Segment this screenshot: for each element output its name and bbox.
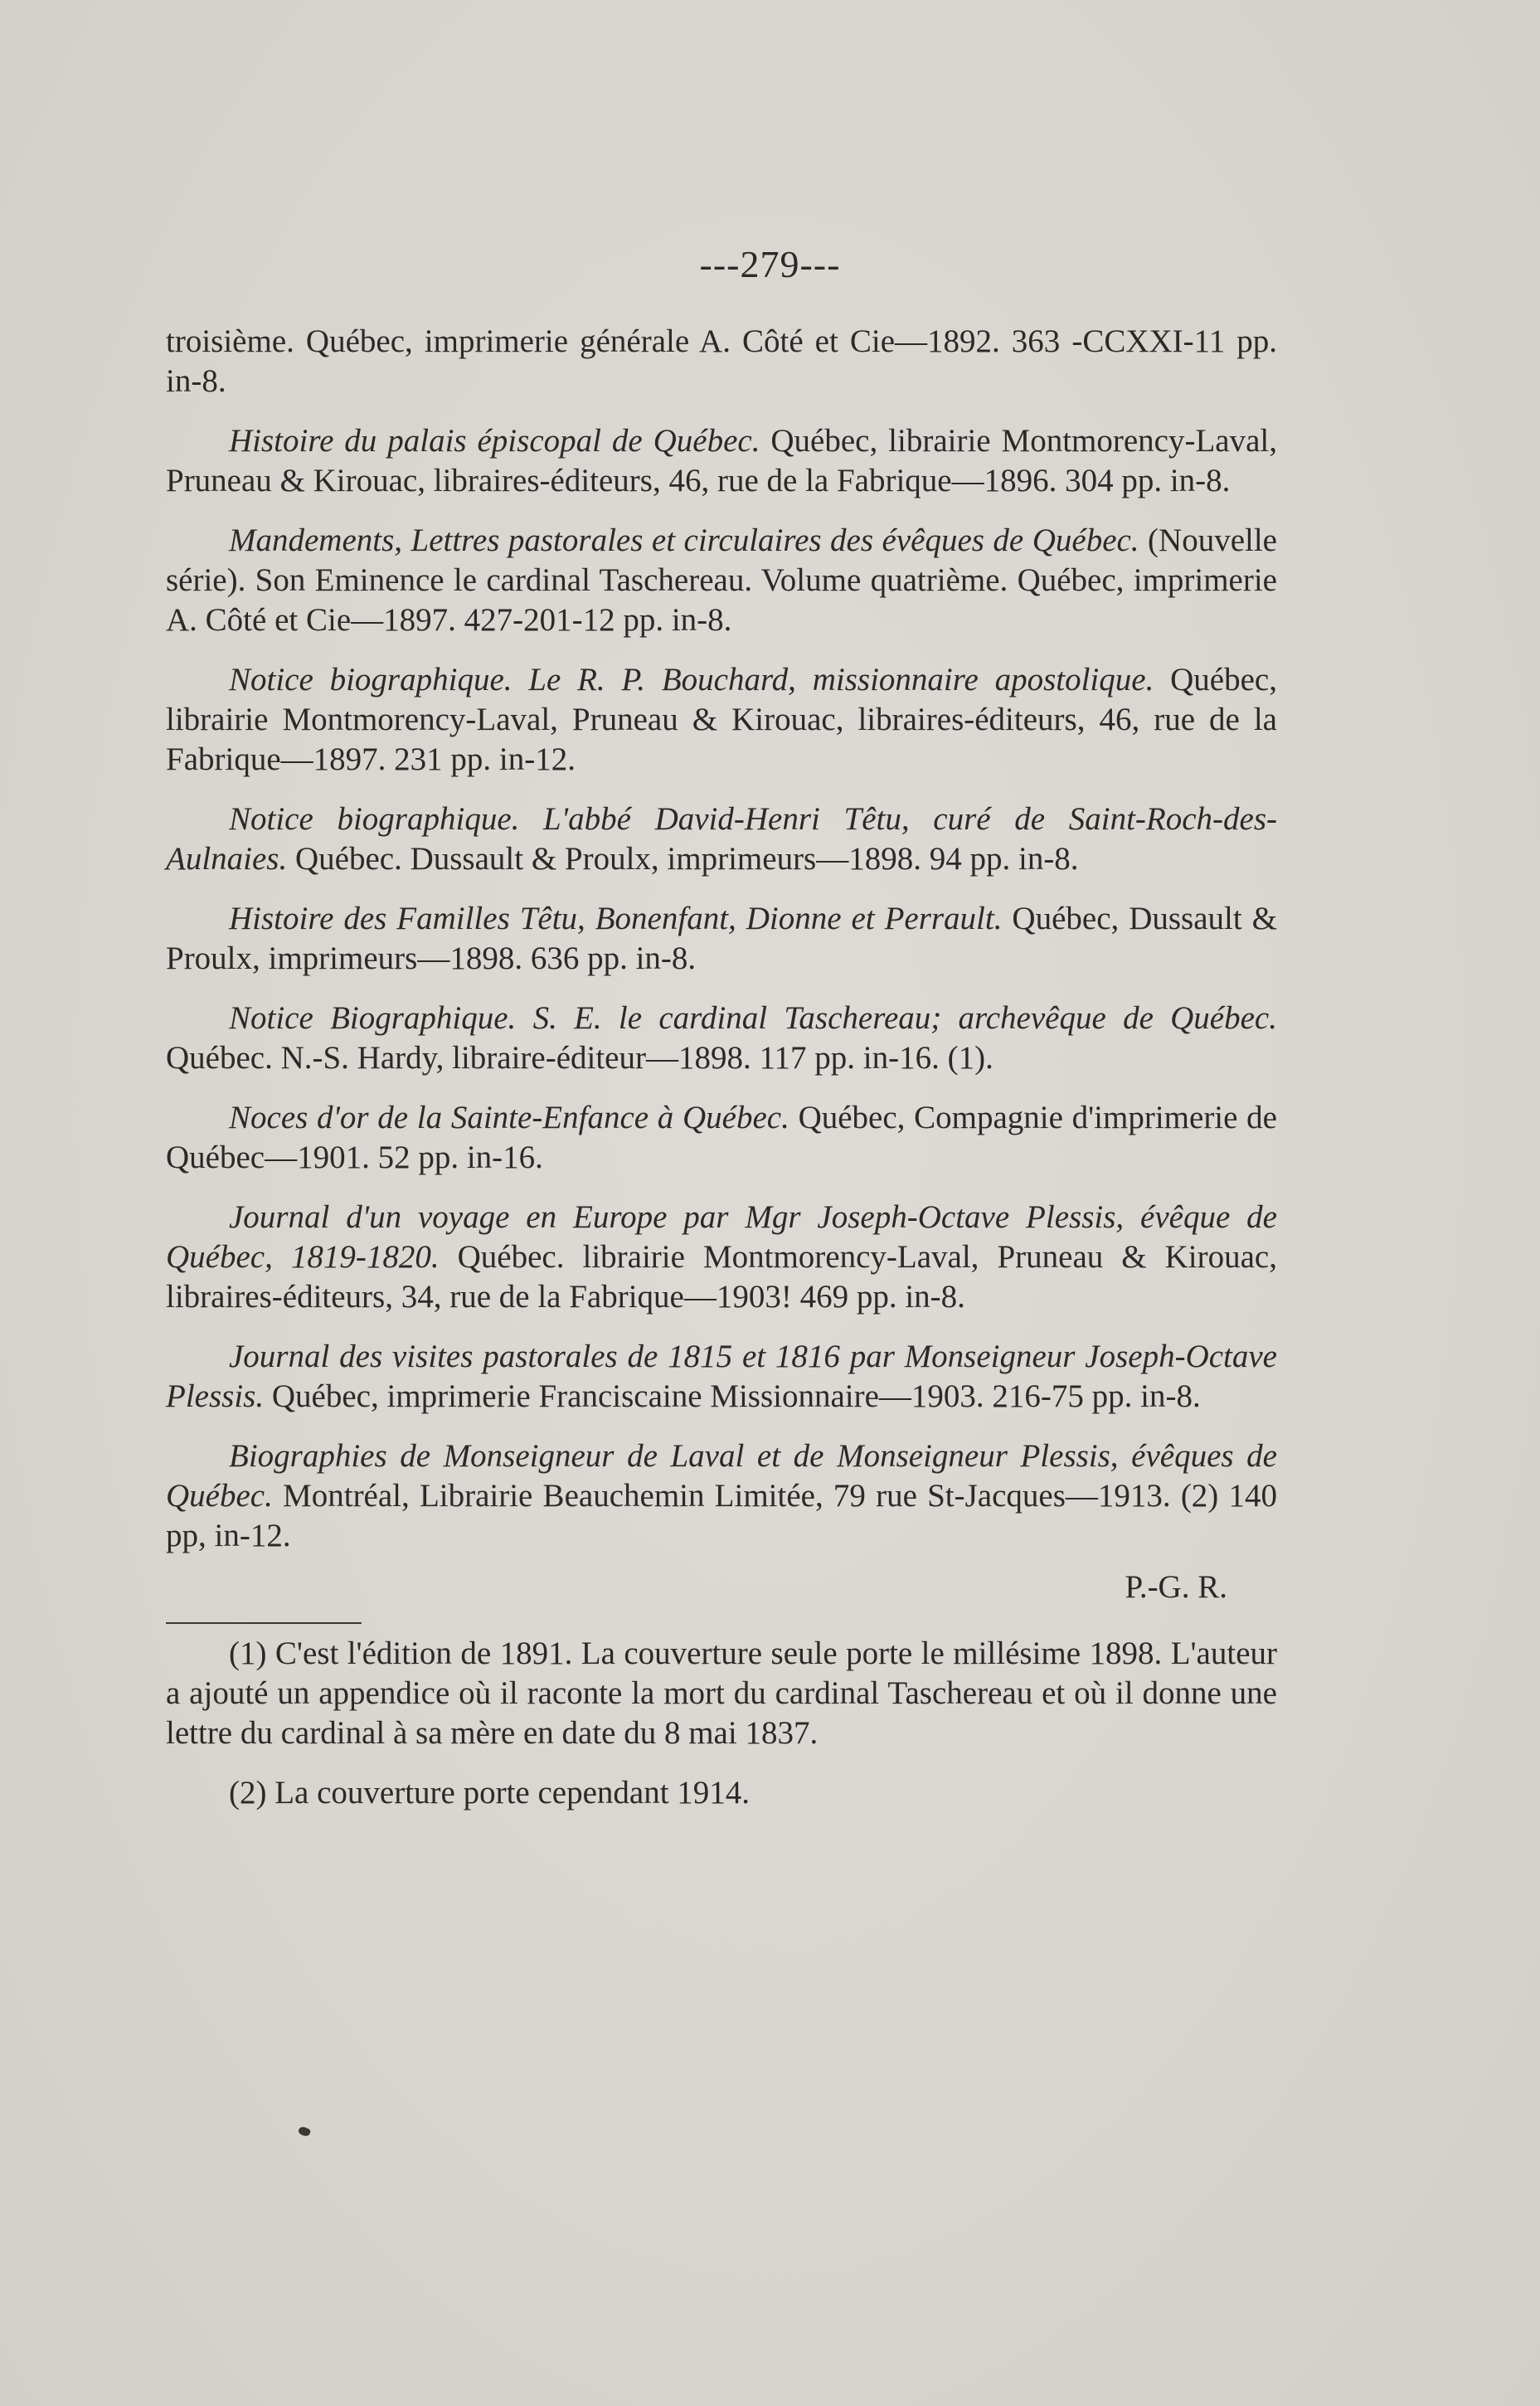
- entry-details: Québec, Compagnie d'imprimerie de Québec—1901. 52 pp. in-16.: [166, 1100, 1277, 1175]
- entry-title: Histoire du palais épiscopal de Québec.: [229, 423, 760, 459]
- entry-details: Québec, Dussault & Proulx, imprimeurs—1898. 636 pp. in-8.: [166, 901, 1278, 976]
- entry-title: Biographies de Monseigneur de Laval et de Monseigneur Plessis, évêques de Québec.: [166, 1438, 1277, 1514]
- entry-details: Québec, librairie Montmorency-Laval, Pruneau & Kirouac, libraires-éditeurs, 46, rue de la Fabrique—1897. 231 pp. in-12.: [166, 662, 1277, 777]
- entry-title: Mandements, Lettres pastorales et circulaires des évêques de Québec.: [229, 523, 1139, 558]
- footnote-divider: [166, 1622, 362, 1624]
- entry-familles: [166, 899, 1277, 979]
- entry-title: Noces d'or de la Sainte-Enfance à Québec.: [229, 1100, 789, 1135]
- entry-title: Notice biographique. L'abbé David-Henri Têtu, curé de Saint-Roch-des-Aulnaies.: [166, 801, 1277, 877]
- entry-title: Journal d'un voyage en Europe par Mgr Joseph-Octave Plessis, évêque de Québec, 1819-1820.: [166, 1199, 1277, 1275]
- entry-title: Notice Biographique. S. E. le cardinal Taschereau; archevêque de Québec.: [229, 1000, 1277, 1036]
- entry-mandements: [166, 521, 1277, 640]
- entry-details: (Nouvelle série). Son Eminence le cardinal Taschereau. Volume quatrième. Québec, imprimerie A. Côté et Cie—1897. 427-201-12 pp. in-8.: [166, 523, 1277, 638]
- entry-troisieme: [166, 322, 1277, 401]
- entry-details: Québec. librairie Montmorency-Laval, Pruneau & Kirouac, libraires-éditeurs, 34, rue de la Fabrique—1903! 469 pp. in-8.: [166, 1239, 1277, 1315]
- entry-title: Notice biographique. Le R. P. Bouchard, missionnaire apostolique.: [229, 662, 1154, 697]
- entry-details: Montréal, Librairie Beauchemin Limitée, 79 rue St-Jacques—1913. (2) 140 pp, in-12.: [166, 1478, 1277, 1553]
- entry-details: Québec, imprimerie Franciscaine Missionnaire—1903. 216-75 pp. in-8.: [264, 1378, 1201, 1414]
- entry-journal-voyage: [166, 1198, 1277, 1317]
- entry-palais: [166, 421, 1277, 501]
- entry-text: troisième. Québec, imprimerie générale A. Côté et Cie—1892. 363 -CCXXI-11 pp. in-8.: [166, 323, 1277, 399]
- entry-details: Québec. N.-S. Hardy, libraire-éditeur—1898. 117 pp. in-16. (1).: [166, 1040, 993, 1076]
- footnote-1: (1) C'est l'édition de 1891. La couverture seule porte le millésime 1898. L'auteur a ajouté un appendice où il raconte la mort du cardinal Taschereau et où il donne une lettre du cardinal à sa mère en date du 8 mai 1837.: [166, 1636, 1277, 1751]
- entry-details: Québec, librairie Montmorency-Laval, Pruneau & Kirouac, libraires-éditeurs, 46, rue de la Fabrique—1896. 304 pp. in-8.: [166, 423, 1277, 498]
- entry-bouchard: [166, 660, 1277, 780]
- author-signature: P.-G. R.: [1125, 1569, 1227, 1605]
- entry-title: Journal des visites pastorales de 1815 et 1816 par Monseigneur Joseph-Octave Plessis.: [166, 1339, 1277, 1414]
- entry-taschereau: [166, 999, 1277, 1078]
- entry-journal-visites: [166, 1337, 1277, 1417]
- bibliography-text: [166, 322, 1277, 1833]
- entry-biographies: [166, 1436, 1277, 1556]
- ink-speck: [298, 2126, 312, 2138]
- entry-tetu: [166, 800, 1277, 879]
- page-number: ---279---: [699, 243, 841, 285]
- entry-title: Histoire des Familles Têtu, Bonenfant, Dionne et Perrault.: [229, 901, 1003, 936]
- footnote-2: (2) La couverture porte cependant 1914.: [229, 1775, 751, 1811]
- entry-details: Québec. Dussault & Proulx, imprimeurs—1898. 94 pp. in-8.: [287, 841, 1079, 877]
- entry-noces: [166, 1098, 1277, 1178]
